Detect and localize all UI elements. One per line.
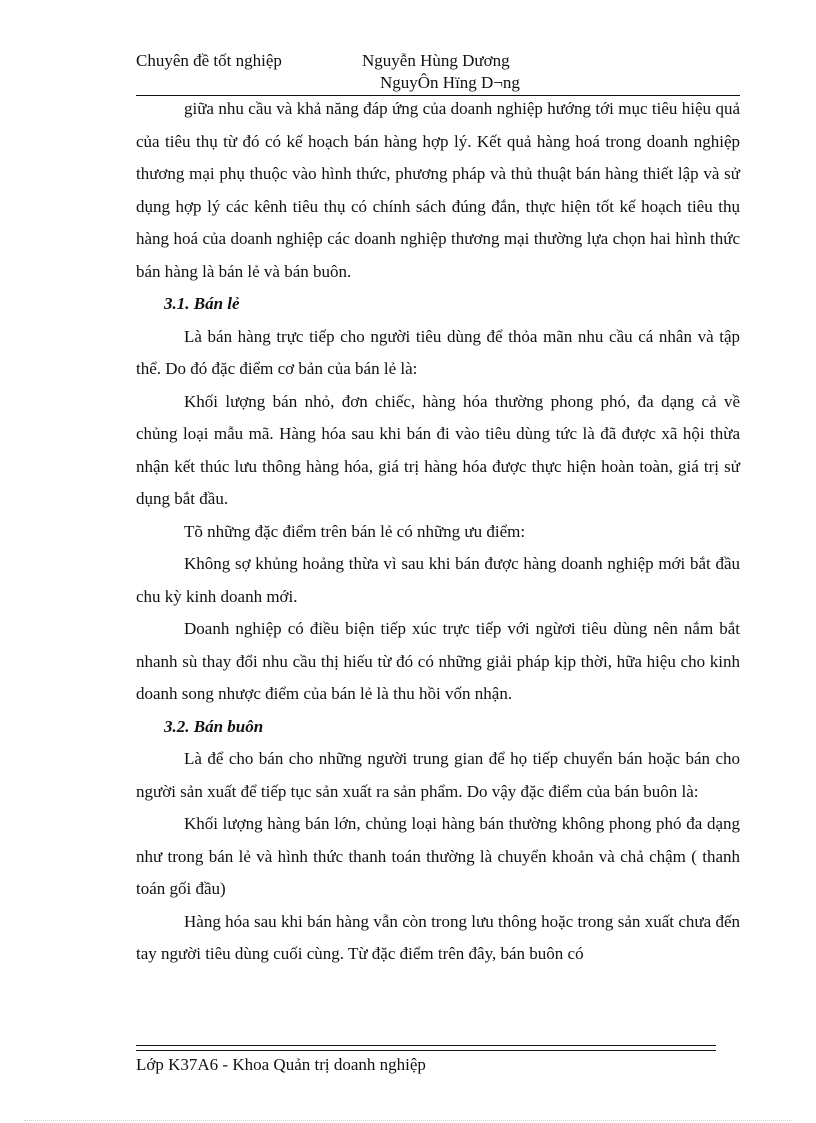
paragraph: Khối lượng bán nhỏ, đơn chiếc, hàng hóa thường phong phó, đa dạng cả về chủng loại mẫu mã. Hàng hóa sau khi bán đi vào tiêu dùng tức là đã được xã hội thừa nhận kết thúc lưu thông hàng hóa, giá trị hàng hóa được thực hiện hoàn toàn, giá trị sử dụng bắt đầu.	[136, 391, 740, 508]
header-author	[362, 50, 520, 94]
paragraph: giữa nhu cầu và khả năng đáp ứng của doanh nghiệp hướng tới mục tiêu hiệu quả của tiêu thụ từ đó có kế hoạch bán hàng hợp lý. Kết quả hàng hoá trong doanh nghiệp thương mại phụ thuộc vào hình thức, phương pháp và thủ thuật bán hàng thiết lập và sử dụng hợp lý các kênh tiêu thụ có chính sách đúng đắn, thực hiện tốt kế hoạch tiêu thụ hàng hoá của doanh nghiệp các doanh nghiệp thương mại thường lựa chọn hai hình thức bán hàng là bán lẻ và bán buôn.	[136, 99, 740, 281]
header-author-name: Nguyễn Hùng Dương	[362, 51, 510, 70]
document-body	[136, 93, 740, 971]
paragraph: Doanh nghiệp có điều biện tiếp xúc trực tiếp với ngừơi tiêu dùng nên nắm bắt nhanh sù thay đổi nhu cầu thị hiếu từ đó có những giải pháp kịp thời, hữa hiệu cho kinh doanh song nhược điểm của bán lẻ là thu hồi vốn nhận.	[136, 619, 740, 703]
section-heading-retail: 3.1. Bán lẻ	[164, 294, 240, 313]
footer-text: Lớp K37A6 - Khoa Quản trị doanh nghiệp	[136, 1055, 426, 1074]
page-edge	[24, 1120, 792, 1121]
header-title: Chuyên đề tốt nghiệp	[136, 51, 282, 70]
paragraph: Tõ những đặc điểm trên bán lẻ có những ưu điểm:	[184, 521, 526, 541]
paragraph: Không sợ khủng hoảng thừa vì sau khi bán được hàng doanh nghiệp mới bắt đầu chu kỳ kinh doanh mới.	[136, 554, 740, 606]
section-heading-wholesale: 3.2. Bán buôn	[164, 716, 264, 736]
header-author-garbled: NguyÔn Hïng D¬ng	[380, 73, 520, 92]
footer-divider	[136, 1045, 716, 1046]
paragraph: Khối lượng hàng bán lớn, chủng loại hàng bán thường không phong phó đa dạng như trong bán lẻ và hình thức thanh toán thường là chuyển khoản và chả chậm ( thanh toán gối đầu)	[136, 814, 740, 898]
footer-divider	[136, 1050, 716, 1051]
paragraph: Hàng hóa sau khi bán hàng vẫn còn trong lưu thông hoặc trong sản xuất chưa đến tay người tiêu dùng cuối cùng. Từ đặc điểm trên đây, bán buôn có	[136, 911, 740, 963]
paragraph: Là bán hàng trực tiếp cho người tiêu dùng để thỏa mãn nhu cầu cá nhân và tập thể. Do đó đặc điểm cơ bản của bán lẻ là:	[136, 326, 740, 378]
paragraph: Là để cho bán cho những người trung gian để họ tiếp chuyển bán hoặc bán cho người sản xuất để tiếp tục sản xuất ra sản phẩm. Do vậy đặc điểm của bán buôn là:	[136, 749, 740, 801]
